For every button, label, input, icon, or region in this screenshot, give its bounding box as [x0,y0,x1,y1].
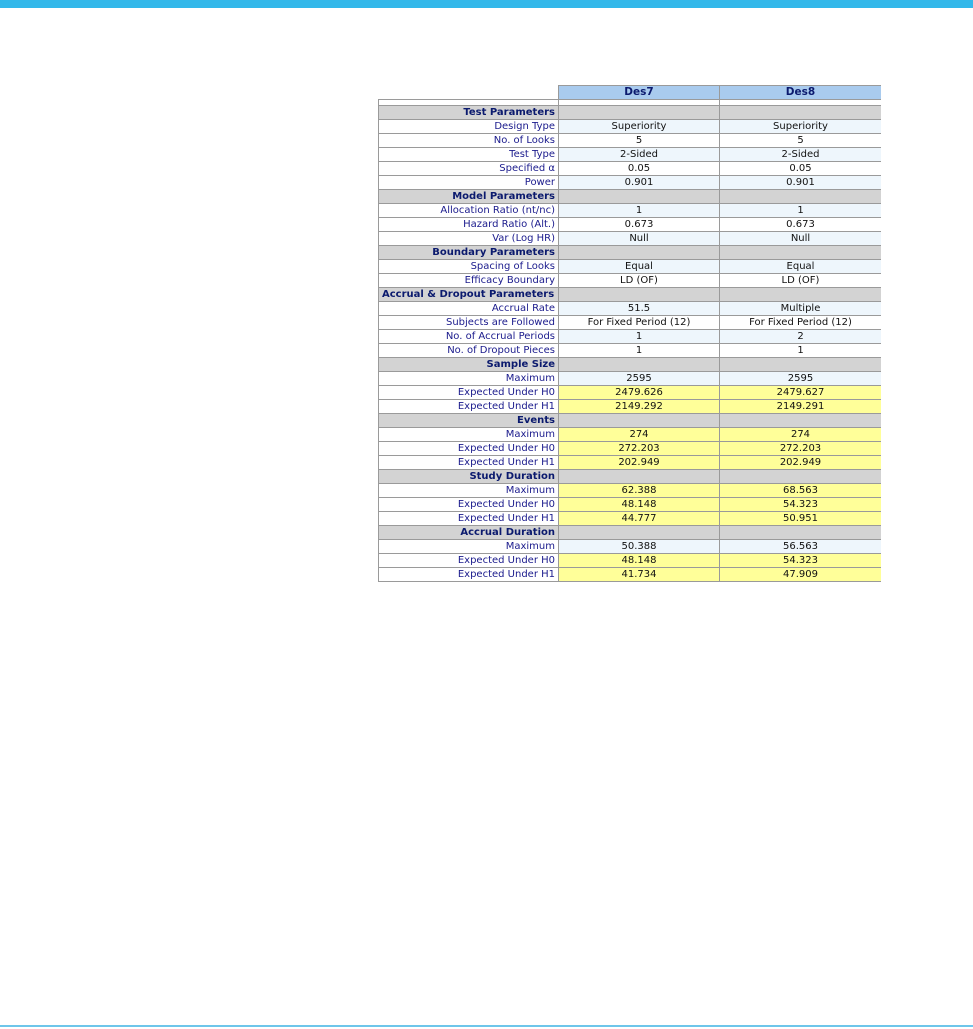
design-comparison-table [378,85,881,582]
row-label: Design Type [379,120,559,134]
cell-value-des7[interactable]: 41.734 [559,568,720,582]
row-label: Power [379,176,559,190]
section-title: Events [379,414,559,428]
cell-value-des8[interactable]: 56.563 [720,540,882,554]
row-label: Expected Under H1 [379,456,559,470]
cell-value-des8[interactable]: LD (OF) [720,274,882,288]
row-label: Maximum [379,540,559,554]
cell-value-des7[interactable]: 51.5 [559,302,720,316]
section-fill-cell [559,246,720,260]
table-row[interactable] [379,134,882,148]
row-label: Accrual Rate [379,302,559,316]
cell-value-des8[interactable]: 2 [720,330,882,344]
section-row-test-parameters [379,106,882,120]
cell-value-des8[interactable]: 2-Sided [720,148,882,162]
table-row[interactable] [379,554,882,568]
cell-value-des7[interactable]: 1 [559,344,720,358]
table-body [379,100,882,582]
row-label: Maximum [379,372,559,386]
top-accent-bar [0,0,973,8]
row-label: Test Type [379,148,559,162]
section-title: Boundary Parameters [379,246,559,260]
table-row[interactable] [379,302,882,316]
cell-value-des7[interactable]: 5 [559,134,720,148]
cell-value-des8[interactable]: Superiority [720,120,882,134]
cell-value-des8[interactable]: 272.203 [720,442,882,456]
cell-value-des7[interactable]: 62.388 [559,484,720,498]
cell-value-des8[interactable]: 1 [720,204,882,218]
section-row-study-duration [379,470,882,484]
table-row[interactable] [379,372,882,386]
cell-value-des7[interactable]: 1 [559,204,720,218]
cell-value-des7[interactable]: Equal [559,260,720,274]
row-label: Expected Under H1 [379,512,559,526]
row-label: Spacing of Looks [379,260,559,274]
section-fill-cell [720,414,882,428]
section-fill-cell [559,414,720,428]
cell-value-des8[interactable]: For Fixed Period (12) [720,316,882,330]
section-row-events [379,414,882,428]
cell-value-des7[interactable]: 274 [559,428,720,442]
header-corner-cell [379,86,559,100]
cell-value-des8[interactable]: 2595 [720,372,882,386]
table-row[interactable] [379,316,882,330]
bottom-divider [0,1025,973,1027]
cell-value-des8[interactable]: 0.673 [720,218,882,232]
cell-value-des8[interactable]: 54.323 [720,498,882,512]
cell-value-des8[interactable]: 47.909 [720,568,882,582]
section-row-accrual-dropout-parameters [379,288,882,302]
cell-value-des7[interactable]: 48.148 [559,554,720,568]
row-label: Subjects are Followed [379,316,559,330]
section-title: Accrual & Dropout Parameters [379,288,559,302]
cell-value-des8[interactable]: 202.949 [720,456,882,470]
cell-value-des7[interactable]: 2149.292 [559,400,720,414]
table-row[interactable] [379,540,882,554]
table-row[interactable] [379,162,882,176]
row-label: Expected Under H0 [379,554,559,568]
column-header-des8[interactable]: Des8 [720,86,882,100]
design-comparison-table-container[interactable] [378,85,881,582]
table-row[interactable] [379,148,882,162]
row-label: No. of Dropout Pieces [379,344,559,358]
row-label: Allocation Ratio (nt/nc) [379,204,559,218]
table-row[interactable] [379,442,882,456]
row-label: Expected Under H0 [379,386,559,400]
row-label: Maximum [379,484,559,498]
cell-value-des8[interactable]: 2149.291 [720,400,882,414]
section-fill-cell [720,288,882,302]
section-fill-cell [720,470,882,484]
row-label: Expected Under H1 [379,400,559,414]
table-row[interactable] [379,428,882,442]
section-title: Sample Size [379,358,559,372]
section-fill-cell [720,246,882,260]
section-fill-cell [559,106,720,120]
table-row[interactable] [379,456,882,470]
cell-value-des7[interactable]: LD (OF) [559,274,720,288]
cell-value-des7[interactable]: 2-Sided [559,148,720,162]
section-title: Test Parameters [379,106,559,120]
section-fill-cell [559,470,720,484]
section-fill-cell [559,358,720,372]
row-label: Specified α [379,162,559,176]
section-title: Study Duration [379,470,559,484]
cell-value-des7[interactable]: 0.901 [559,176,720,190]
table-row[interactable] [379,176,882,190]
table-row[interactable] [379,274,882,288]
row-label: Hazard Ratio (Alt.) [379,218,559,232]
table-row[interactable] [379,232,882,246]
section-title: Accrual Duration [379,526,559,540]
cell-value-des8[interactable]: Equal [720,260,882,274]
cell-value-des7[interactable]: Null [559,232,720,246]
cell-value-des8[interactable]: 274 [720,428,882,442]
section-row-model-parameters [379,190,882,204]
table-row[interactable] [379,512,882,526]
section-row-sample-size [379,358,882,372]
table-row[interactable] [379,260,882,274]
row-label: Efficacy Boundary [379,274,559,288]
cell-value-des8[interactable]: 1 [720,344,882,358]
table-row[interactable] [379,498,882,512]
cell-value-des8[interactable]: 0.05 [720,162,882,176]
cell-value-des7[interactable]: For Fixed Period (12) [559,316,720,330]
cell-value-des8[interactable]: Null [720,232,882,246]
row-label: Var (Log HR) [379,232,559,246]
table-row[interactable] [379,330,882,344]
cell-value-des8[interactable]: 50.951 [720,512,882,526]
row-label: No. of Accrual Periods [379,330,559,344]
cell-value-des7[interactable]: 48.148 [559,498,720,512]
row-label: Maximum [379,428,559,442]
cell-value-des7[interactable]: Superiority [559,120,720,134]
cell-value-des8[interactable]: 5 [720,134,882,148]
row-label: Expected Under H1 [379,568,559,582]
cell-value-des8[interactable]: Multiple [720,302,882,316]
cell-value-des8[interactable]: 54.323 [720,554,882,568]
table-row[interactable] [379,120,882,134]
column-header-des7[interactable]: Des7 [559,86,720,100]
table-row[interactable] [379,568,882,582]
section-row-boundary-parameters [379,246,882,260]
row-label: No. of Looks [379,134,559,148]
table-row[interactable] [379,204,882,218]
cell-value-des7[interactable]: 1 [559,330,720,344]
cell-value-des7[interactable]: 50.388 [559,540,720,554]
section-fill-cell [720,358,882,372]
cell-value-des7[interactable]: 272.203 [559,442,720,456]
cell-value-des7[interactable]: 202.949 [559,456,720,470]
section-fill-cell [559,288,720,302]
section-fill-cell [559,190,720,204]
cell-value-des7[interactable]: 2595 [559,372,720,386]
table-row[interactable] [379,400,882,414]
table-header-row [379,86,882,100]
table-row[interactable] [379,484,882,498]
cell-value-des7[interactable]: 44.777 [559,512,720,526]
cell-value-des7[interactable]: 0.673 [559,218,720,232]
section-fill-cell [720,526,882,540]
section-fill-cell [720,106,882,120]
cell-value-des8[interactable]: 68.563 [720,484,882,498]
cell-value-des8[interactable]: 0.901 [720,176,882,190]
table-row[interactable] [379,386,882,400]
cell-value-des7[interactable]: 0.05 [559,162,720,176]
table-row[interactable] [379,344,882,358]
section-fill-cell [559,526,720,540]
section-row-accrual-duration [379,526,882,540]
row-label: Expected Under H0 [379,498,559,512]
section-title: Model Parameters [379,190,559,204]
table-row[interactable] [379,218,882,232]
cell-value-des8[interactable]: 2479.627 [720,386,882,400]
cell-value-des7[interactable]: 2479.626 [559,386,720,400]
row-label: Expected Under H0 [379,442,559,456]
section-fill-cell [720,190,882,204]
